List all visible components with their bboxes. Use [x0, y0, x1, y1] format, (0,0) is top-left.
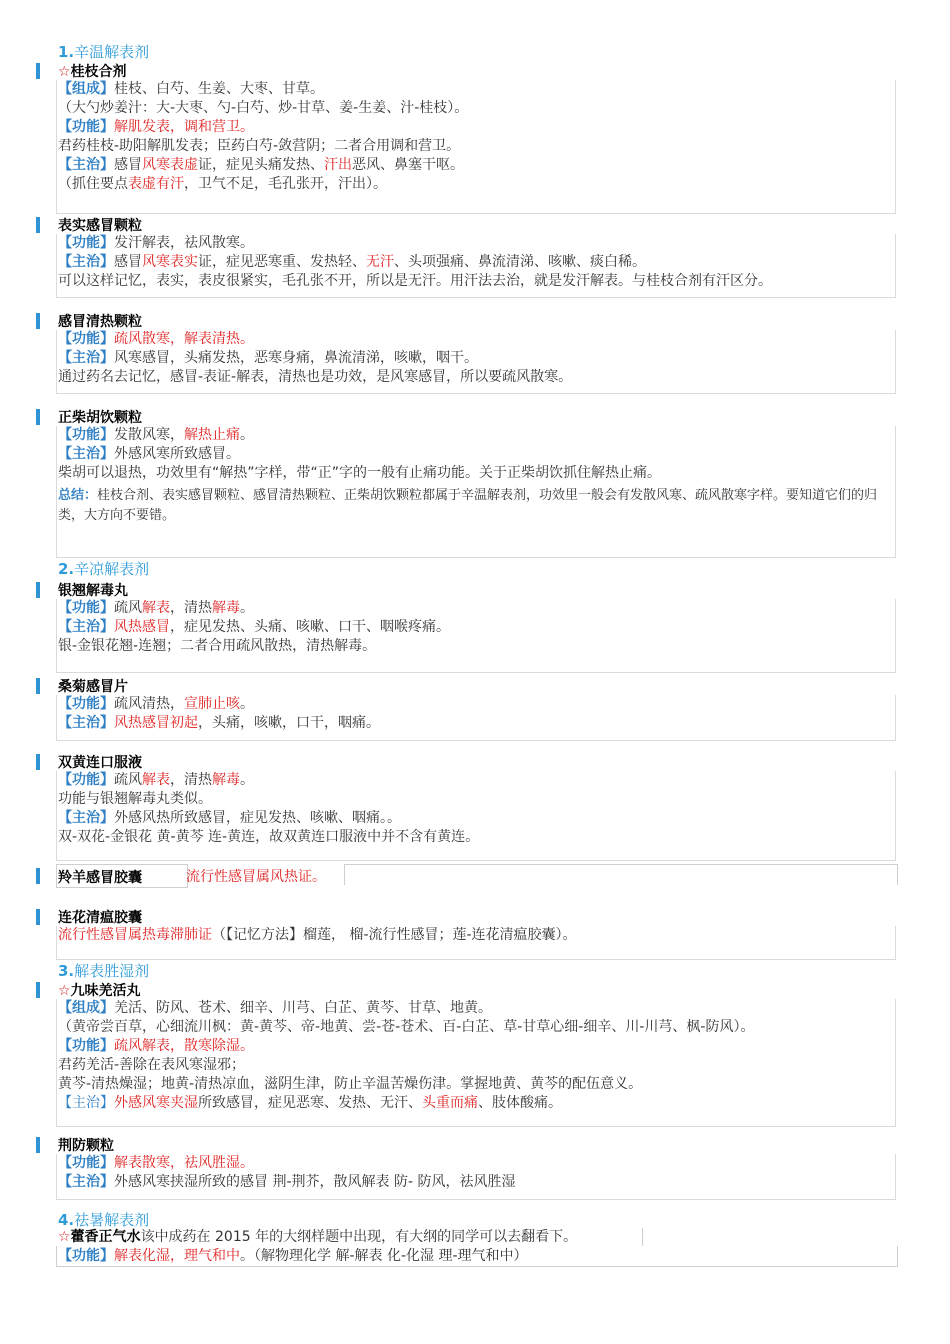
entry-sangju: 桑菊感冒片 【功能】疏风清热，宣肺止咳。 【主治】风热感冒初起，头痛，咳嗽，口干，咽痛。 [36, 675, 896, 741]
marker-bar [36, 217, 40, 233]
entry-title: 桑菊感冒片 [58, 679, 128, 695]
entry-shuanghuang: 双黄连口服液 【功能】疏风解表，清热解毒。 功能与银翘解毒丸类似。 【主治】外感风热所致感冒，症见发热、咳嗽、咽痛。。 双-双花-金银花 黄-黄芩 连-黄连，故双黄连口服液中并不含有黄连。 [36, 751, 896, 861]
entry-title: 连花清瘟胶囊 [58, 910, 142, 926]
star-icon: ☆ [58, 64, 71, 80]
summary-paragraph: 总结：桂枝合剂、表实感冒颗粒、感冒清热颗粒、正柴胡饮颗粒都属于辛温解表剂，功效里一般会有发散风寒、疏风散寒字样。要知道它们的归类，大方向不要错。 [58, 488, 878, 523]
entry-zhengchaihu: 正柴胡饮颗粒 【功能】发散风寒，解热止痛。 【主治】外感风寒所致感冒。 柴胡可以退热，功效里有“解热”字样，带“正”字的一般有止痛功能。关于正柴胡饮抓住解热止痛。 总结：桂枝合剂、表实感冒颗粒、感冒清热颗粒、正柴胡饮颗粒都属于辛温解表剂，功效里一般会有发散风寒、疏风散寒字样。要知道它们的归类，大方向不要错。 [36, 406, 896, 558]
entry-title: 荆防颗粒 [58, 1138, 114, 1154]
entry-title: ☆九味羌活丸 [58, 983, 141, 999]
section-heading-3: 3.解表胜湿剂 [58, 962, 150, 980]
entry-indication: 流行性感冒属风热证。 [186, 869, 326, 885]
marker-bar [36, 313, 40, 329]
entry-jiuwei: ☆九味羌活丸 【组成】羌活、防风、苍术、细辛、川芎、白芷、黄芩、甘草、地黄。 （黄帝尝百草，心细流川枫：黄-黄芩、帝-地黄、尝-苍-苍术、百-白芷、草-甘草心细-细辛、川-川芎、枫-防风）。 【功能】疏风解表，散寒除湿。 君药羌活-善除在表风寒湿邪； 黄芩-清热燥湿；地黄-清热凉血，滋阴生津，防止辛温苦燥伤津。掌握地黄、黄芩的配伍意义。 【主治】外感风寒夹湿所致感冒，症见恶寒、发热、无汗、头重而痛、肢体酸痛。 [36, 979, 896, 1127]
entry-title: 感冒清热颗粒 [58, 314, 142, 330]
marker-bar [36, 868, 40, 884]
entry-guizhi: ☆桂枝合剂 【组成】桂枝、白芍、生姜、大枣、甘草。 （大勺炒姜汁：大-大枣、勺-白芍、炒-甘草、姜-生姜、汁-桂枝）。 【功能】解肌发表，调和营卫。 君药桂枝-助阳解肌发表；臣药白芍-敛营阴；二者合用调和营卫。 【主治】感冒风寒表虚证，症见头痛发热、汗出恶风、鼻塞干呕。 （抓住要点表虚有汗，卫气不足，毛孔张开，汗出）。 [36, 60, 896, 214]
entry-title: 表实感冒颗粒 [58, 218, 142, 234]
marker-bar [36, 409, 40, 425]
marker-bar [36, 982, 40, 998]
entry-title-line: ☆藿香正气水该中成药在 2015 年的大纲样题中出现，有大纲的同学可以去翻看下。 [58, 1229, 578, 1245]
entry-huoxiang [36, 1228, 896, 1268]
marker-bar [36, 754, 40, 770]
section-heading-2: 2.辛凉解表剂 [58, 560, 150, 578]
divider [642, 1228, 643, 1246]
entry-biaoshi: 表实感冒颗粒 【功能】发汗解表，祛风散寒。 【主治】感冒风寒表实证，症见恶寒重、发热轻、无汗、头项强痛、鼻流清涕、咳嗽、痰白稀。 可以这样记忆，表实，表皮很紧实，毛孔张不开，所以是无汗。用汗法去治，就是发汗解表。与桂枝合剂有汗区分。 [36, 214, 896, 298]
star-icon: ☆ [58, 1229, 71, 1245]
content-frame [344, 864, 898, 885]
marker-bar [36, 582, 40, 598]
entry-yinqiao: 银翘解毒丸 【功能】疏风解表，清热解毒。 【主治】风热感冒，症见发热、头痛、咳嗽、口干、咽喉疼痛。 银-金银花翘-连翘；二者合用疏风散热，清热解毒。 [36, 579, 896, 673]
entry-title: 双黄连口服液 [58, 755, 142, 771]
marker-bar [36, 1137, 40, 1153]
star-icon: ☆ [58, 983, 71, 999]
entry-lingyang [36, 864, 896, 894]
marker-bar [36, 909, 40, 925]
marker-bar [36, 63, 40, 79]
entry-title: 正柴胡饮颗粒 [58, 410, 142, 426]
marker-bar [36, 678, 40, 694]
entry-function: 【功能】解表化湿，理气和中。（解物理化学 解-解表 化-化湿 理-理气和中） [58, 1248, 528, 1264]
entry-jingfang: 荆防颗粒 【功能】解表散寒，祛风胜湿。 【主治】外感风寒挟湿所致的感冒 荆-荆芥，散风解表 防- 防风，祛风胜湿 [36, 1134, 896, 1200]
entry-lianhua: 连花清瘟胶囊 流行性感冒属热毒滞肺证（【记忆方法】榴莲， 榴-流行性感冒；莲-连花清瘟胶囊）。 [36, 906, 896, 960]
entry-title: 羚羊感冒胶囊 [58, 870, 142, 886]
section-heading-1: 1.辛温解表剂 [58, 43, 150, 61]
section-heading-4: 4.祛暑解表剂 [58, 1211, 150, 1229]
entry-title: ☆桂枝合剂 [58, 64, 127, 80]
entry-title: 银翘解毒丸 [58, 583, 128, 599]
entry-ganmao-qingre: 感冒清热颗粒 【功能】疏风散寒，解表清热。 【主治】风寒感冒，头痛发热，恶寒身痛，鼻流清涕，咳嗽，咽干。 通过药名去记忆，感冒-表证-解表，清热也是功效，是风寒感冒，所以要疏风散寒。 [36, 310, 896, 394]
